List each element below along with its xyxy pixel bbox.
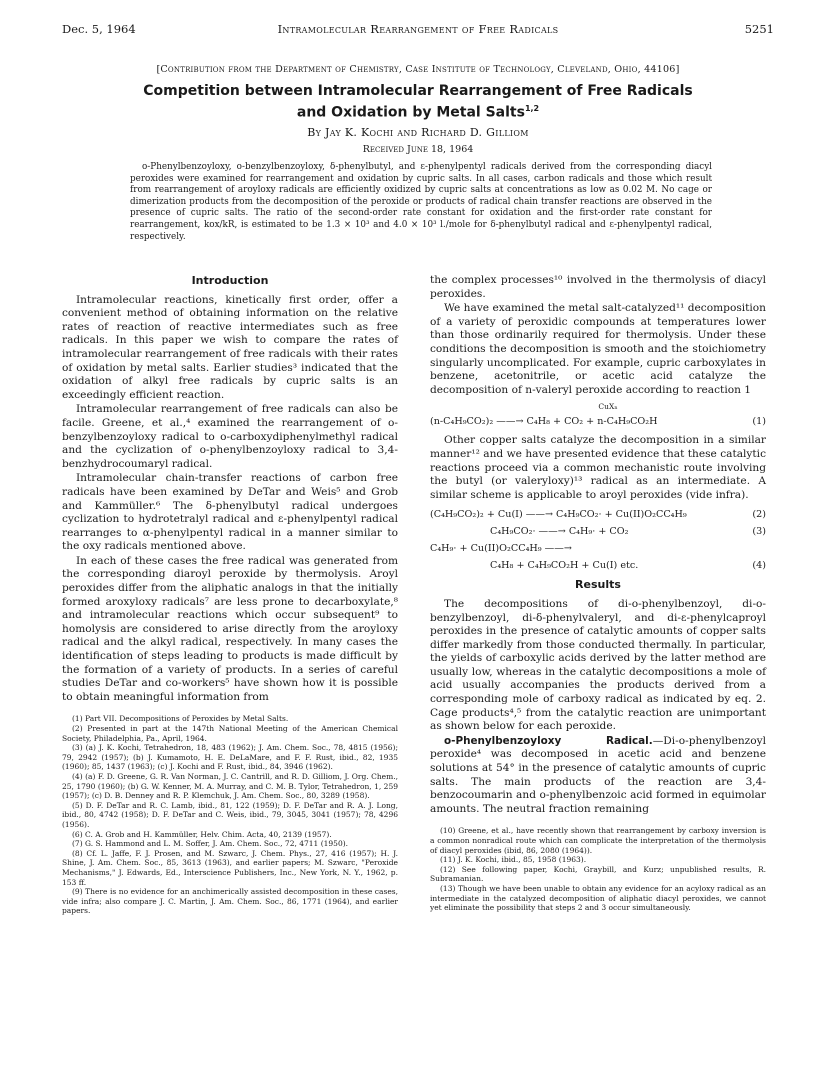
footnote: (4) (a) F. D. Greene, G. R. Van Norman, J. C. Cantrill, and R. D. Gilliom, J. Org. Chem., 25, 1790 (1960); (b) G. W. Kenner, M. A. Murray, and C. M. B. Tylor, Tetrahedron, 1, 259 (1957); (c) D. B. Denney and R. P. Klemchuk, J. Am. Chem. Soc., 80, 3289 (1958).: [62, 771, 398, 801]
equation-2-number: (2): [752, 509, 766, 521]
footnote: (6) C. A. Grob and H. Kammüller, Helv. Chim. Acta, 40, 2139 (1957).: [72, 829, 332, 839]
footnote: (12) See following paper, Kochi, Graybill, and Kurz; unpublished results, R. Subramanian.: [430, 864, 766, 884]
footnote: (8) Cf. L. Jaffe, F. J. Prosen, and M. Szwarc, J. Chem. Phys., 27, 416 (1957); H. J. Shine, J. Am. Chem. Soc., 85, 3613 (1963), and earlier papers; M. Szwarc, "Peroxide Mechanisms," J. Edwards, Ed., Interscience Publishers, Inc., New York, N. Y., 1962, p. 153 ff.: [62, 848, 398, 887]
equation-4-line-2: C₄H₈ + C₄H₉CO₂H + Cu(I) etc.: [490, 560, 639, 572]
title-line-1: Competition between Intramolecular Rearrangement of Free Radicals: [143, 83, 693, 99]
intro-paragraph-4: In each of these cases the free radical was generated from the corresponding diaroyl peroxide by thermolysis. Aroyl peroxides differ from the aliphatic analogs in that the initially formed aroxyloxy radicals⁷ are less prone to decarboxylate,⁸ and intramolecular reactions which occur subsequent⁹ to homolysis are considered to arise directly from the aroyloxy radical and the alkyl radical, respectively. In many cases the identification of steps leading to products is made difficult by the formation of a variety of products. In a series of careful studies DeTar and co-workers⁵ have shown how it is possible to obtain meaningful information from: [62, 554, 398, 703]
title-footnote-ref: 1,2: [524, 104, 540, 113]
subsection-heading: o-Phenylbenzoyloxy Radical.: [444, 734, 653, 747]
running-head-title: Intramolecular Rearrangement of Free Radicals: [277, 22, 559, 36]
footnote: (1) Part VII. Decompositions of Peroxides by Metal Salts.: [72, 714, 289, 724]
footnote: (13) Though we have been unable to obtain any evidence for an acyloxy radical as an intermediate in the catalyzed decomposition of aliphatic diacyl peroxides, we cannot yet eliminate the possibility that steps 2 and 3 occur simultaneously.: [430, 883, 766, 913]
right-paragraph-3: Other copper salts catalyze the decomposition in a similar manner¹² and we have presented evidence that these catalytic reactions proceed via a common mechanistic route involving the butyl (or valeryloxy)¹³ radical as an intermediate. A similar scheme is applicable to aroyl peroxides (vide infra).: [430, 434, 766, 501]
intro-paragraph-2: Intramolecular rearrangement of free radicals can also be facile. Greene, et al.,⁴ examined the rearrangement of o-benzylbenzoyloxy radical to o-carboxydiphenylmethyl radical and the cyclization of o-phenylbenzoyloxy radical to 3,4-benzhydrocoumaryl radical.: [62, 403, 398, 470]
results-heading: Results: [575, 578, 621, 592]
footnote: (9) There is no evidence for an anchimerically assisted decomposition in these cases, vide infra; also compare J. C. Martin, J. Am. Chem. Soc., 86, 1771 (1964), and earlier papers.: [62, 887, 398, 916]
page-number: 5251: [744, 22, 774, 36]
equation-3-body: C₄H₉CO₂· ——→ C₄H₉· + CO₂: [490, 526, 629, 538]
footnote: (10) Greene, et al., have recently shown that rearrangement by carboxy inversion is a common nonradical route which can complicate the interpretation of the thermolysis of diacyl peroxides (ibid, 86, 2080 (1964)).: [430, 826, 766, 855]
equation-1-body: (n-C₄H₉CO₂)₂ ——→ C₄H₈ + CO₂ + n-C₄H₉CO₂H: [430, 416, 658, 428]
footnotes-right: [430, 826, 766, 912]
equation-1-number: (1): [752, 416, 766, 428]
footnotes-left: [62, 714, 398, 915]
equation-1-catalyst: CuXₙ: [598, 402, 618, 412]
results-paragraph-2-text: —Di-o-phenylbenzoyl peroxide⁴ was decomposed in acetic acid and benzene solutions at 54° in the presence of catalytic amounts of cupric salts. The main products of the reaction are 3,4-benzocoumarin and o-phenylbenzoic acid formed in equimolar amounts. The neutral fraction remaining: [430, 734, 766, 815]
right-paragraph-1: the complex processes¹⁰ involved in the thermolysis of diacyl peroxides.: [430, 274, 766, 300]
equation-3-number: (3): [752, 526, 766, 538]
right-paragraph-2: We have examined the metal salt-catalyzed¹¹ decomposition of a variety of peroxidic compounds at temperatures lower than those ordinarily required for thermolysis. Under these conditions the decomposition is smooth and the stoichiometry singularly uncomplicated. For example, cupric carboxylates in benzene, acetonitrile, or acetic acid catalyze the decomposition of n-valeryl peroxide according to reaction 1: [430, 302, 766, 396]
right-column: [430, 274, 766, 913]
equations-2-4: [430, 508, 766, 572]
title-line-2: [90, 100, 746, 122]
equation-4-number: (4): [752, 560, 766, 572]
footnote: (11) J. K. Kochi, ibid., 85, 1958 (1963).: [440, 855, 587, 865]
received-date: Received June 18, 1964: [362, 144, 474, 155]
equation-1: [430, 403, 766, 428]
title-line-2-text: and Oxidation by Metal Salts: [296, 104, 525, 121]
equation-3: [430, 525, 766, 538]
contribution-line: [Contribution from the Department of Chemistry, Case Institute of Technology, Cleveland, Ohio, 44106]: [156, 64, 680, 75]
equation-2-body: (C₄H₉CO₂)₂ + Cu(I) ——→ C₄H₉CO₂· + Cu(II)O₂CC₄H₉: [430, 509, 687, 521]
intro-paragraph-3: Intramolecular chain-transfer reactions of carbon free radicals have been examined by DeTar and Weis⁵ and Grob and Kammüller.⁶ The δ-phenylbutyl radical undergoes cyclization to hydrotetralyl radical and ε-phenylpentyl radical rearranges to α-phenylpentyl radical in a manner similar to the oxy radicals mentioned above.: [62, 472, 398, 553]
results-paragraph-2: [430, 735, 766, 817]
authors: By Jay K. Kochi and Richard D. Gilliom: [307, 126, 529, 139]
intro-paragraph-1: Intramolecular reactions, kinetically first order, offer a convenient method of obtaining information on the relative rates of reaction of reactive intermediates such as free radicals. In this paper we wish to compare the rates of intramolecular rearrangement of free radicals with their rates of oxidation by metal salts. Earlier studies³ indicated that the oxidation of alkyl free radicals by cupric salts is an exceedingly efficient reaction.: [62, 293, 398, 401]
running-head-date: Dec. 5, 1964: [62, 22, 136, 36]
left-column: [62, 274, 398, 916]
equation-4-line-1: C₄H₉· + Cu(II)O₂CC₄H₉ ——→: [430, 543, 572, 555]
footnote: (3) (a) J. K. Kochi, Tetrahedron, 18, 483 (1962); J. Am. Chem. Soc., 78, 4815 (1956); 79, 2942 (1957); (b) J. Kumamoto, H. E. DeLaMare, and F. F. Rust, ibid., 82, 1935 (1960); 85, 1437 (1963); (c) J. Kochi and F. Rust, ibid., 84, 3946 (1962).: [62, 743, 398, 772]
running-head: [62, 22, 774, 38]
equation-4b: [430, 559, 766, 572]
equation-2: [430, 508, 766, 521]
footnote: (2) Presented in part at the 147th National Meeting of the American Chemical Society, Philadelphia, Pa., April, 1964.: [62, 724, 398, 743]
results-paragraph-1: The decompositions of di-o-phenylbenzoyl, di-o-benzylbenzoyl, di-δ-phenylvaleryl, and di-ε-phenylcaproyl peroxides in the presence of catalytic amounts of copper salts differ markedly from those conducted thermally. In particular, the yields of carboxylic acids derived by the latter method are usually low, whereas in the catalytic decompositions a mole of acid usually accompanies the products derived from a corresponding mole of carboxy radical as indicated by eq. 2. Cage products⁴,⁵ from the catalytic reaction are unimportant as shown below for each peroxide.: [430, 597, 766, 733]
article-title: [90, 82, 746, 122]
equation-4a: [430, 542, 766, 555]
abstract: o-Phenylbenzoyloxy, o-benzylbenzoyloxy, δ-phenylbutyl, and ε-phenylpentyl radicals derived from the corresponding diacyl peroxides were examined for rearrangement and oxidation by cupric salts. In all cases, carbon radicals and those which result from rearrangement of aroyloxy radicals are efficiently oxidized by cupric salts at concentrations as low as 0.02 M. No cage or dimerization products from the decomposition of the peroxide or products of radical chain transfer reactions are observed in the presence of cupric salts. The ratio of the second-order rate constant for oxidation and the first-order rate constant for rearrangement, kox/kR, is estimated to be 1.3 × 10³ and 4.0 × 10³ l./mole for δ-phenylbutyl radical and ε-phenylpentyl radical, respectively.: [130, 162, 712, 242]
introduction-heading: Introduction: [191, 274, 269, 287]
footnote: (5) D. F. DeTar and R. C. Lamb, ibid., 81, 122 (1959); D. F. DeTar and R. A. J. Long, ibid., 80, 4742 (1958); D. F. DeTar and C. Weis, ibid., 79, 3045, 3041 (1957); 78, 4296 (1956).: [62, 800, 398, 829]
footnote: (7) G. S. Hammond and L. M. Soffer, J. Am. Chem. Soc., 72, 4711 (1950).: [72, 839, 349, 849]
